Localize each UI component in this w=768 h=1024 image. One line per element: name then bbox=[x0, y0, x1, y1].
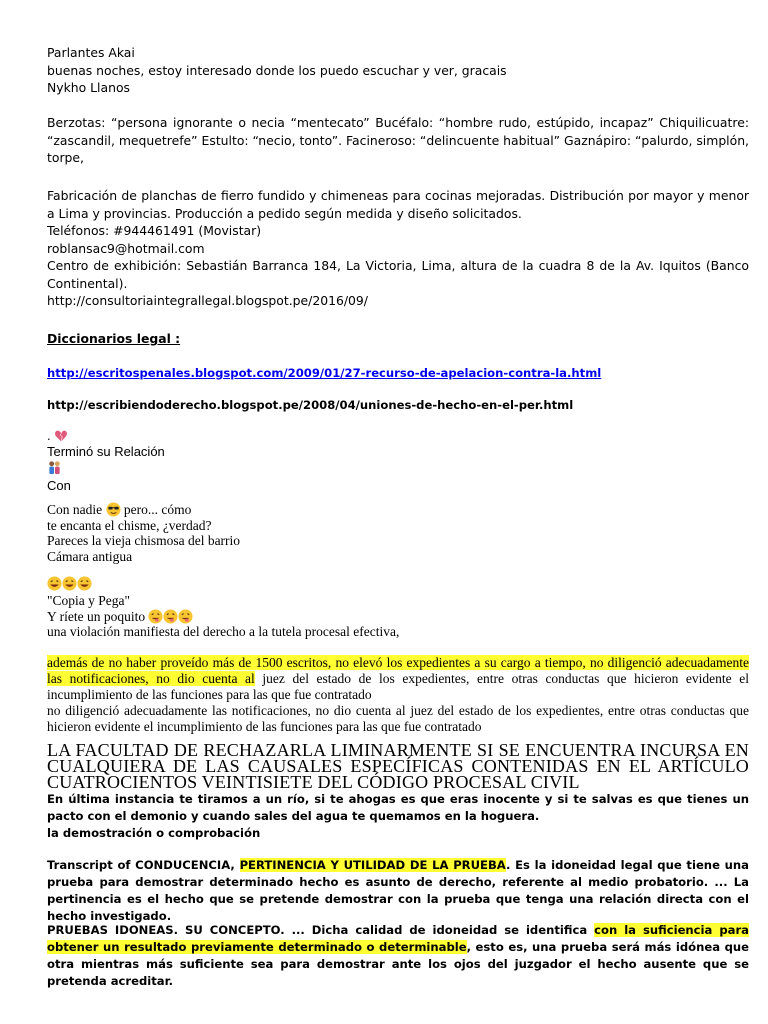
intro-line-1: Parlantes Akai bbox=[47, 45, 135, 60]
tongue-face-icon bbox=[148, 609, 163, 624]
insults-paragraph: Berzotas: “persona ignorante o necia “mentecato” Bucéfalo: “hombre rudo, estúpido, incapaz” Chiquilicuatre: “zascandil, mequetrefe” Estulto: “necio, tonto”. Facineroso: “delincuente habitual” Gaznápiro: “palurdo, simplón, torpe, bbox=[47, 115, 749, 165]
copy-paste-text: "Copia y Pega" bbox=[47, 593, 131, 608]
business-blog-url: http://consultoriaintegrallegal.blogspot.pe/2016/09/ bbox=[47, 293, 368, 308]
social-block bbox=[47, 428, 749, 494]
river-paragraph: En última instancia te tiramos a un río, si te ahogas es que eras inocente y si te salvas es que tienes un pacto con el demonio y cuando sales del agua te quemamos en la hoguera. bbox=[47, 792, 749, 823]
faculty-block bbox=[47, 742, 749, 790]
demonstration-line: la demostración o comprobación bbox=[47, 826, 261, 840]
transcript-body: . Es la idoneidad legal que tiene una prueba para demostrar determinado hecho es asunto de derecho, referente al medio probatorio. ... La pertinencia es el hecho que se pretende demostrar con la prueba que tenga una relación directa con el hecho investigado. bbox=[47, 858, 749, 923]
with-text: Con bbox=[47, 478, 71, 493]
laugh-text: Y ríete un poquito bbox=[47, 608, 149, 624]
tongue-face-icon bbox=[163, 609, 178, 624]
dictionary-link-1[interactable]: http://escritospenales.blogspot.com/2009/01/27-recurso-de-apelacion-contra-la.html bbox=[47, 366, 602, 380]
business-block bbox=[47, 187, 749, 310]
couple-icon bbox=[47, 460, 62, 475]
intro-block bbox=[47, 44, 749, 97]
passage-continuation: juez del estado de los expedientes, entre otras conductas que hicieron evidente el incumplimiento de las funciones para las que fue contratado bbox=[47, 671, 749, 702]
river-block bbox=[47, 791, 749, 842]
pruebas-body: , esto es, una prueba será más idónea que otra mientras más suficiente sea para demostrar ante los ojos del juzgador el hecho ausente que se pretenda acreditar. bbox=[47, 940, 749, 988]
dot-text: . bbox=[47, 428, 51, 443]
intro-line-2: buenas noches, estoy interesado donde los puedo escuchar y ver, gracais bbox=[47, 62, 507, 78]
old-camera-line: Cámara antigua bbox=[47, 548, 133, 564]
business-email: roblansac9@hotmail.com bbox=[47, 240, 205, 256]
transcript-intro: Transcript of CONDUCENCIA, bbox=[47, 858, 240, 872]
transcript-block bbox=[47, 857, 749, 925]
violation-text: una violación manifiesta del derecho a la tutela procesal efectiva, bbox=[47, 624, 400, 639]
laughing-face-icon bbox=[47, 576, 62, 591]
insults-block bbox=[47, 114, 749, 167]
broken-heart-icon bbox=[54, 429, 68, 443]
business-phones: Teléfonos: #944461491 (Movistar) bbox=[47, 223, 262, 238]
business-description: Fabricación de planchas de fierro fundido y chimeneas para cocinas mejoradas. Distribución por mayor y menor a Lima y provincias. Producción a pedido según medida y diseño solicitados. bbox=[47, 188, 749, 221]
sunglasses-face-icon bbox=[106, 502, 121, 517]
dictionaries-heading: Diccionarios legal : bbox=[47, 331, 181, 346]
gossip-block bbox=[47, 502, 749, 564]
copy-paste-block bbox=[47, 576, 749, 640]
intro-line-3: Nykho Llanos bbox=[47, 80, 130, 95]
old-gossip-line: Pareces la vieja chismosa del barrio bbox=[47, 533, 241, 548]
tongue-face-icon bbox=[178, 609, 193, 624]
procedural-repeat: no diligenció adecuadamente las notificaciones, no dio cuenta al juez del estado de los expedientes, entre otras conductas que hicieron evidente el incumplimiento de las funciones para las que fue contratado bbox=[47, 703, 749, 734]
nobody-text-1: Con nadie bbox=[47, 502, 106, 517]
gossip-line: te encanta el chisme, ¿verdad? bbox=[47, 517, 212, 533]
laughing-face-icon bbox=[77, 576, 92, 591]
pruebas-highlight: con la suficiencia para obtener un resultado previamente determinado o determinable bbox=[47, 923, 749, 954]
faculty-title: LA FACULTAD DE RECHAZARLA LIMINARMENTE SI SE ENCUENTRA INCURSA EN CUALQUIERA DE LAS CAUSALES ESPECÍFICAS CONTENIDAS EN EL ARTÍCULO CUATROCIENTOS VEINTISIETE DEL CÓDIGO PROCESAL CIVIL bbox=[47, 740, 749, 792]
transcript-highlight: PERTINENCIA Y UTILIDAD DE LA PRUEBA bbox=[239, 858, 506, 872]
business-center: Centro de exhibición: Sebastián Barranca 184, La Victoria, Lima, altura de la cuadra 8 de la Av. Iquitos (Banco Continental). bbox=[47, 258, 749, 291]
dictionaries-heading-block bbox=[47, 330, 749, 348]
dictionary-link-1-block bbox=[47, 365, 749, 381]
highlighted-passage: además de no haber proveído más de 1500 escritos, no elevó los expedientes a su cargo a tiempo, no diligenció adecuadamente las notificaciones, no dio cuenta al bbox=[47, 655, 749, 686]
document-page bbox=[47, 0, 749, 1024]
laughing-face-icon bbox=[62, 576, 77, 591]
nobody-text-2: pero... cómo bbox=[120, 502, 192, 517]
ended-relationship-text: Terminó su Relación bbox=[47, 444, 165, 459]
dictionary-link-2: http://escribiendoderecho.blogspot.pe/2008/04/uniones-de-hecho-en-el-per.html bbox=[47, 398, 574, 412]
dictionary-link-2-block bbox=[47, 397, 749, 413]
procedural-block bbox=[47, 655, 749, 735]
pruebas-block bbox=[47, 922, 749, 990]
pruebas-intro: PRUEBAS IDONEAS. SU CONCEPTO. ... Dicha calidad de idoneidad se identifica bbox=[47, 923, 595, 937]
